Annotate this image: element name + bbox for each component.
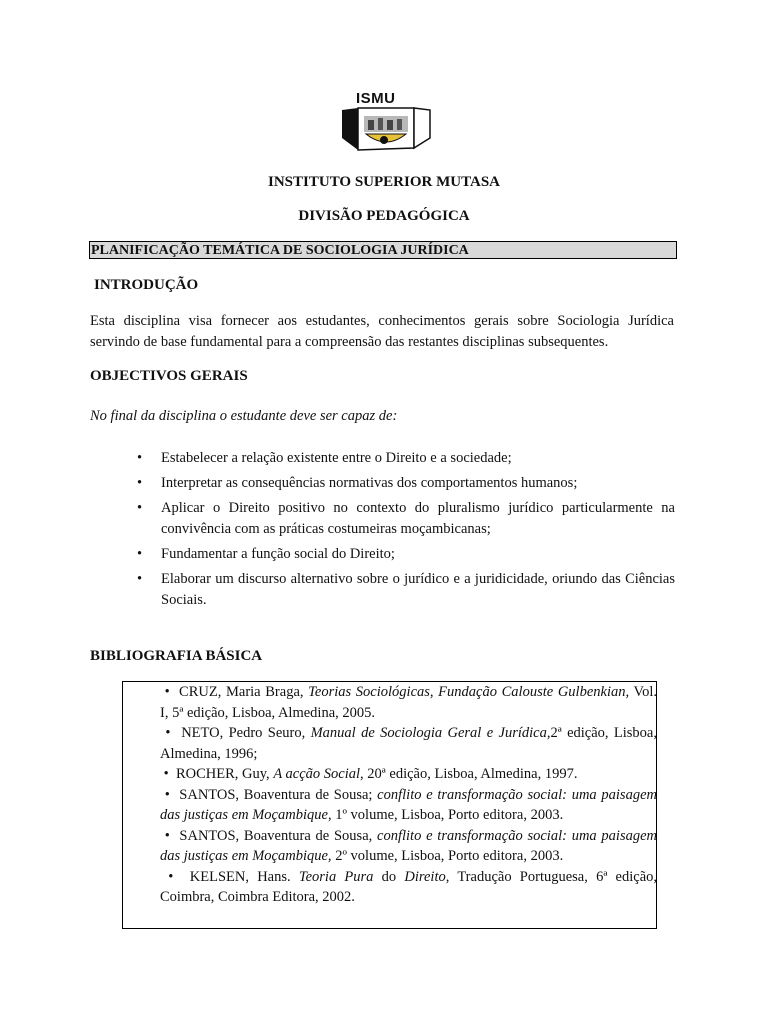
intro-heading: INTRODUÇÃO xyxy=(94,277,199,293)
shield-emblem-icon xyxy=(338,90,434,156)
bibliography-list xyxy=(160,682,657,908)
plan-title: PLANIFICAÇÃO TEMÁTICA DE SOCIOLOGIA JURÍDICA xyxy=(89,241,677,259)
bibliography-entry: • ROCHER, Guy, A acção Social, 20ª edição, Lisboa, Almedina, 1997. xyxy=(163,766,578,782)
logo-text: ISMU xyxy=(356,90,396,107)
ismu-logo xyxy=(338,90,434,156)
objectives-heading: OBJECTIVOS GERAIS xyxy=(90,368,248,384)
institute-name: INSTITUTO SUPERIOR MUTASA xyxy=(268,174,500,190)
bibliography-entry: • CRUZ, Maria Braga, Teorias Sociológicas, Fundação Calouste Gulbenkian, Vol. I, 5ª edição, Lisboa, Almedina, 2005. xyxy=(160,684,658,721)
bibliography-entry: • SANTOS, Boaventura de Sousa, conflito e transformação social: uma paisagem das justiças em Moçambique, 2º volume, Lisboa, Porto editora, 2003. xyxy=(160,827,658,864)
bibliography-entry: • NETO, Pedro Seuro, Manual de Sociologia Geral e Jurídica,2ª edição, Lisboa, Almedina, 1996; xyxy=(160,725,657,762)
objectives-list xyxy=(135,448,675,615)
list-item: • Elaborar um discurso alternativo sobre o jurídico e a juridicidade, oriundo das Ciências Sociais. xyxy=(135,569,675,611)
list-item: • Aplicar o Direito positivo no contexto do pluralismo jurídico particularmente na convivência com as práticas costumeiras moçambicanas; xyxy=(135,498,675,540)
bibliography-heading: BIBLIOGRAFIA BÁSICA xyxy=(90,648,263,664)
list-item: • Interpretar as consequências normativas dos comportamentos humanos; xyxy=(135,473,675,494)
objectives-lead: No final da disciplina o estudante deve ser capaz de: xyxy=(90,408,398,424)
bibliography-entry: • SANTOS, Boaventura de Sousa; conflito e transformação social: uma paisagem das justiças em Moçambique, 1º volume, Lisboa, Porto editora, 2003. xyxy=(160,786,657,823)
bibliography-entry: • KELSEN, Hans. Teoria Pura do Direito, Tradução Portuguesa, 6ª edição, Coimbra, Coimbra Editora, 2002. xyxy=(160,868,658,905)
list-item: • Fundamentar a função social do Direito; xyxy=(135,544,675,565)
intro-text: Esta disciplina visa fornecer aos estudantes, conhecimentos gerais sobre Sociologia Jurídica servindo de base fundamental para a compreensão das restantes disciplinas subsequentes. xyxy=(90,313,674,350)
list-item: • Estabelecer a relação existente entre o Direito e a sociedade; xyxy=(135,448,675,469)
division-name: DIVISÃO PEDAGÓGICA xyxy=(298,208,470,224)
